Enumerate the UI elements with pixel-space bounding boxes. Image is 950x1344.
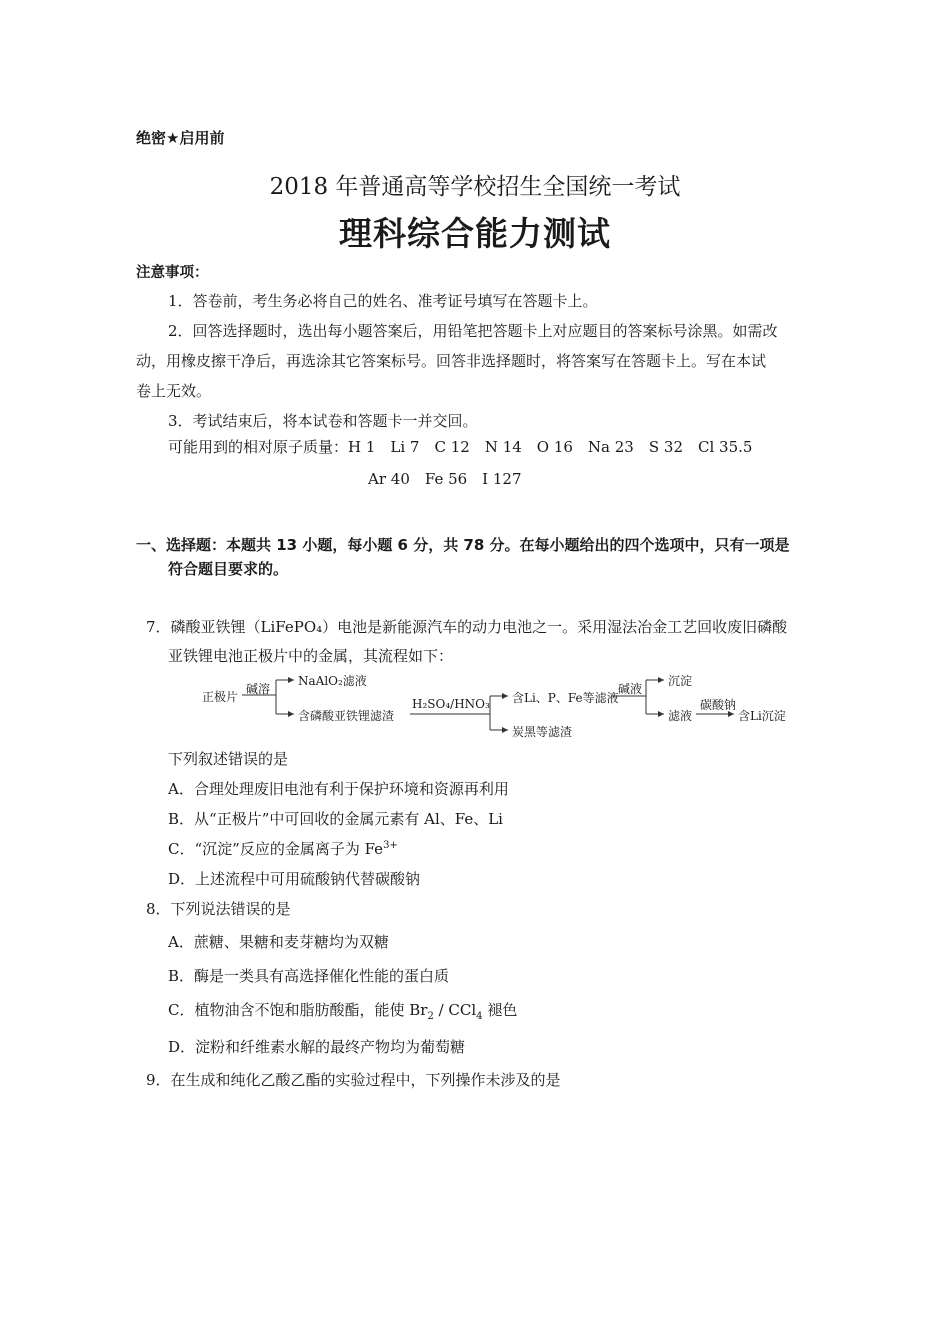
notice-item-2-line-3: 卷上无效。 [136, 382, 212, 400]
question-8-option-a: A．蔗糖、果糖和麦芽糖均为双糖 [168, 933, 389, 951]
question-8-option-c-sub-1: 2 [427, 1011, 434, 1022]
flow-liquid-node: 滤液 [668, 709, 693, 723]
flow-filtrate-node: 含Li、P、Fe等滤液 [512, 691, 619, 705]
flow-carbon-residue: 炭黑等滤渣 [512, 725, 573, 739]
question-8-option-c [168, 999, 517, 1022]
exam-subtitle: 理科综合能力测试 [339, 214, 611, 253]
question-8-stem: 8．下列说法错误的是 [146, 900, 291, 918]
section-heading-line-1: 一、选择题：本题共 13 小题，每小题 6 分，共 78 分。在每小题给出的四个选项中，只有一项是 [136, 536, 790, 554]
flow-acid-reagent: H₂SO₄/HNO₃ [412, 697, 490, 711]
question-7-option-d: D．上述流程中可用硫酸钠代替碳酸钠 [168, 870, 421, 888]
notice-item-3: 3．考试结束后，将本试卷和答题卡一并交回。 [168, 412, 478, 430]
flow-alkali-solution: 碱液 [618, 682, 643, 696]
section-heading-line-2: 符合题目要求的。 [168, 560, 289, 578]
flow-step-alkali-dissolve: 碱溶 [246, 682, 271, 696]
flow-precipitate-node: 沉淀 [668, 674, 693, 688]
flow-naalo2-filtrate: NaAlO₂滤液 [298, 674, 367, 688]
question-8-option-c-mid: / CCl [433, 1001, 477, 1019]
recycling-flowchart [200, 670, 820, 750]
exam-title: 2018 年普通高等学校招生全国统一考试 [269, 174, 681, 200]
flow-start-node: 正极片 [202, 690, 239, 704]
question-7-prompt: 下列叙述错误的是 [168, 750, 289, 768]
question-7-option-a: A．合理处理废旧电池有利于保护环境和资源再利用 [168, 780, 509, 798]
question-7-option-b: B．从“正极片”中可回收的金属元素有 Al、Fe、Li [168, 810, 503, 828]
notice-item-2-line-2: 动，用橡皮擦干净后，再选涂其它答案标号。回答非选择题时，将答案写在答题卡上。写在本试 [136, 352, 767, 370]
notice-item-2-line-1: 2．回答选择题时，选出每小题答案后，用铅笔把答题卡上对应题目的答案标号涂黑。如需改 [168, 322, 778, 340]
notice-heading: 注意事项： [136, 265, 209, 281]
question-7-option-c [168, 838, 398, 859]
flow-residue-node: 含磷酸亚铁锂滤渣 [298, 709, 395, 723]
question-9-stem: 9．在生成和纯化乙酸乙酯的实验过程中，下列操作未涉及的是 [146, 1071, 561, 1089]
confidential-label: 绝密★启用前 [136, 129, 225, 147]
question-8-option-c-sub-2: 4 [476, 1011, 483, 1022]
flow-li-precipitate: 含Li沉淀 [738, 709, 786, 723]
atomic-mass-line-2: Ar 40 Fe 56 I 127 [368, 470, 522, 488]
flow-sodium-carbonate: 碳酸钠 [700, 698, 737, 712]
question-8-option-c-pre: C．植物油含不饱和脂肪酸酯，能使 Br [168, 1001, 428, 1019]
question-8-option-d: D．淀粉和纤维素水解的最终产物均为葡萄糖 [168, 1038, 466, 1056]
notice-item-1: 1．答卷前，考生务必将自己的姓名、准考证号填写在答题卡上。 [168, 292, 598, 310]
question-7-option-c-charge: 3+ [383, 840, 398, 851]
question-7-option-c-text: C．“沉淀”反应的金属离子为 Fe [168, 840, 384, 858]
question-7-stem-line-1: 7．磷酸亚铁锂（LiFePO₄）电池是新能源汽车的动力电池之一。采用湿法冶金工艺回收废旧磷酸 [146, 618, 788, 636]
atomic-mass-line-1: 可能用到的相对原子质量：H 1 Li 7 C 12 N 14 O 16 Na 23 S 32 Cl 35.5 [168, 438, 753, 456]
question-8-option-b: B．酶是一类具有高选择催化性能的蛋白质 [168, 967, 450, 985]
question-7-stem-line-2: 亚铁锂电池正极片中的金属，其流程如下： [168, 647, 454, 665]
question-8-option-c-post: 褪色 [482, 1001, 518, 1019]
